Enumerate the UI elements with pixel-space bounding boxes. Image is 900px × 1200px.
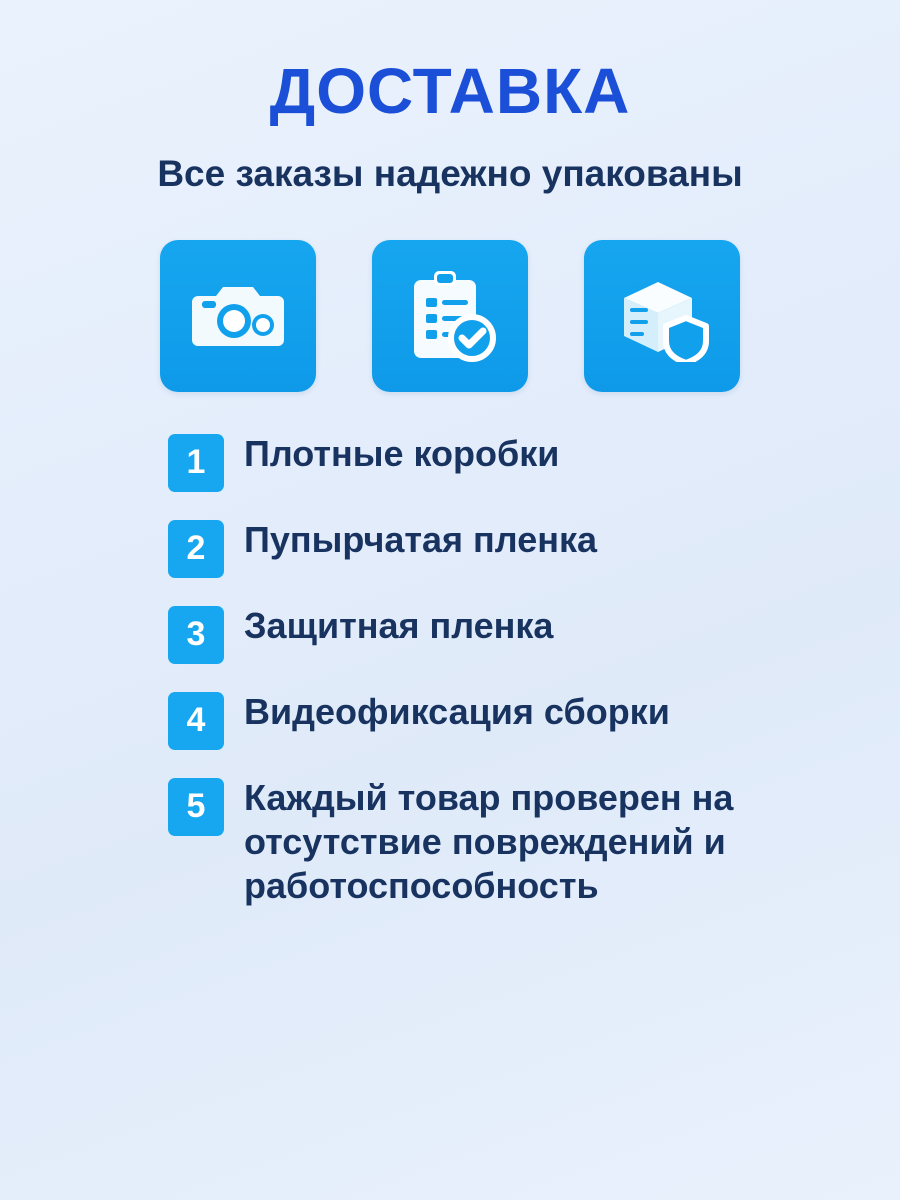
page-title: ДОСТАВКА — [269, 55, 631, 127]
feature-icons-row — [160, 240, 740, 392]
step-number-badge: 1 — [168, 434, 224, 492]
step-label: Видеофиксация сборки — [244, 690, 670, 732]
list-item — [168, 432, 830, 492]
list-item — [168, 518, 830, 578]
step-label: Защитная пленка — [244, 604, 554, 646]
icon-tile-camera — [160, 240, 316, 392]
package-shield-icon — [612, 270, 712, 362]
icon-tile-checklist — [372, 240, 528, 392]
packaging-steps-list — [70, 432, 830, 908]
list-item — [168, 690, 830, 750]
step-number-badge: 4 — [168, 692, 224, 750]
step-number-badge: 5 — [168, 778, 224, 836]
step-label: Каждый товар проверен на отсутствие повреждений и работоспособность — [244, 776, 734, 906]
list-item — [168, 776, 830, 908]
camera-icon — [190, 276, 286, 356]
step-label: Пупырчатая пленка — [244, 518, 598, 560]
step-label: Плотные коробки — [244, 432, 560, 474]
list-item — [168, 604, 830, 664]
icon-tile-package-shield — [584, 240, 740, 392]
page-subtitle: Все заказы надежно упакованы — [157, 153, 743, 195]
checklist-icon — [404, 268, 496, 364]
step-number-badge: 2 — [168, 520, 224, 578]
step-number-badge: 3 — [168, 606, 224, 664]
